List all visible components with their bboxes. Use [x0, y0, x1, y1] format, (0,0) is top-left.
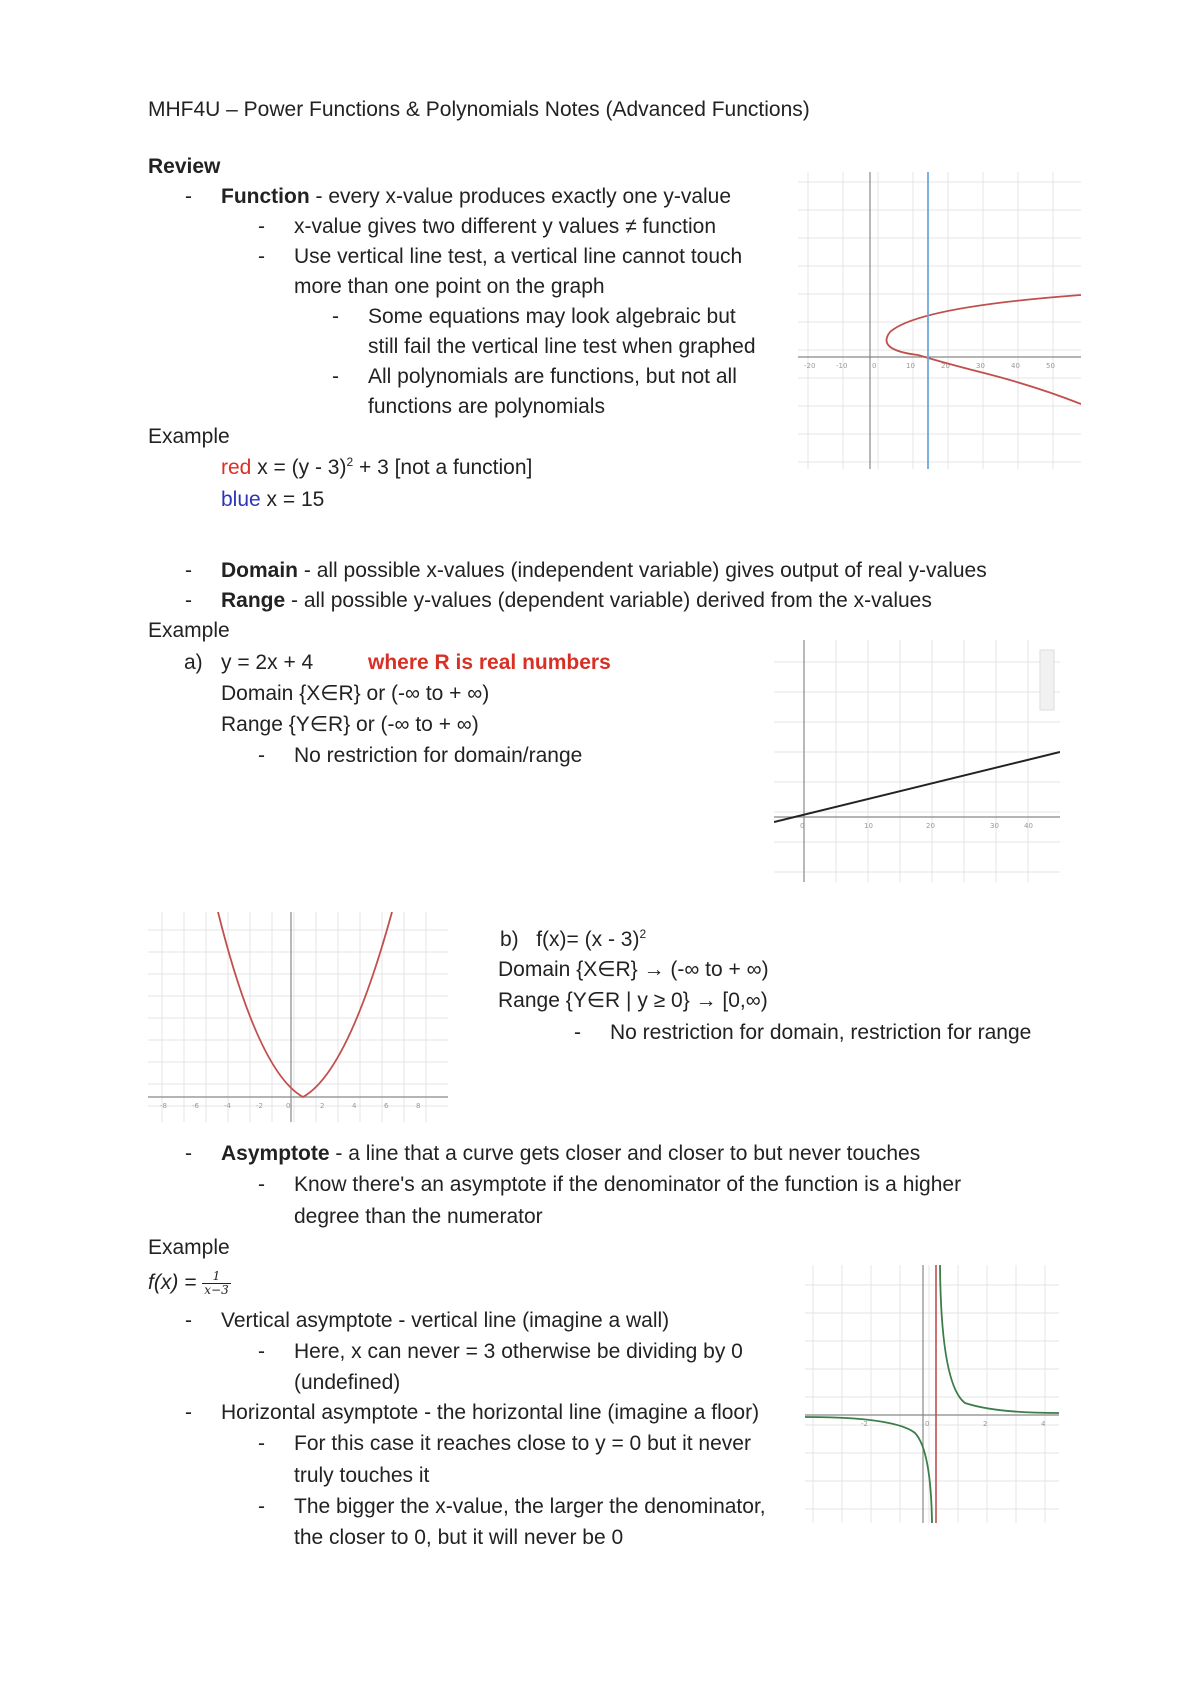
graph4-tick: 4 — [1041, 1420, 1046, 1428]
horizontal-sub1-line1: - For this case it reaches close to y = 0 but it never — [294, 1429, 751, 1459]
example-a-equation: y = 2x + 4 — [221, 651, 314, 674]
graph-linear — [774, 640, 1060, 882]
horizontal-sub2-line1: - The bigger the x-value, the larger the denominator, — [294, 1492, 766, 1522]
graph2-tick: 10 — [864, 822, 873, 830]
example-b-range: Range {Y∈R | y ≥ 0} → [0,∞) — [498, 989, 768, 1012]
function-definition: every x-value produces exactly one y-value — [328, 185, 732, 208]
asymptote-definition: a line that a curve gets closer and closer to but never touches — [348, 1142, 921, 1165]
example-b-eq-a: f(x)= (x - 3) — [536, 928, 640, 951]
graph1-tick: 10 — [906, 362, 915, 370]
red-label: red — [221, 456, 252, 479]
example-b-sub: - No restriction for domain, restriction for range — [610, 1018, 1031, 1048]
asymptote-sub-line2: degree than the numerator — [294, 1205, 543, 1228]
graph2-tick: 40 — [1024, 822, 1033, 830]
asymptote-example-label: Example — [148, 1236, 230, 1259]
graph2-tick: 30 — [990, 822, 999, 830]
example-a-domain: Domain {X∈R} or (-∞ to + ∞) — [221, 682, 490, 705]
vertical-asymptote: - Vertical asymptote - vertical line (imagine a wall) — [221, 1306, 669, 1336]
graph1-ticks — [804, 362, 1055, 370]
example-a-label: a) — [184, 651, 203, 674]
function-term: Function — [221, 185, 310, 208]
domain-example-label: Example — [148, 619, 230, 642]
graph-sideways-parabola — [798, 172, 1081, 469]
fraction-denominator: x−3 — [204, 1282, 229, 1297]
graph4-ticks — [861, 1420, 1046, 1428]
graph3-tick: -6 — [192, 1102, 199, 1110]
graph3-tick: -8 — [160, 1102, 167, 1110]
horizontal-sub2-line2: the closer to 0, but it will never be 0 — [294, 1526, 624, 1549]
function-subsub-2-line2: functions are polynomials — [368, 395, 605, 418]
example-a-sub: - No restriction for domain/range — [294, 741, 582, 771]
graph1-tick: 30 — [976, 362, 985, 370]
asymptote-function — [148, 1268, 231, 1298]
domain-definition: all possible x-values (independent variable) gives output of real y-values — [316, 559, 987, 582]
asymptote-term: Asymptote — [221, 1142, 330, 1165]
graph4-tick: 0 — [925, 1420, 930, 1428]
red-eq-b: + 3 [not a function] — [353, 456, 533, 479]
example-b-label: b) — [500, 928, 519, 951]
function-sub-2-line1: - Use vertical line test, a vertical line cannot touch — [294, 242, 742, 272]
graph4-tick: 2 — [983, 1420, 988, 1428]
graph2-ticks — [800, 822, 1033, 830]
vertical-sub-line1: - Here, x can never = 3 otherwise be dividing by 0 — [294, 1337, 743, 1367]
graph4-grid — [805, 1265, 1059, 1523]
graph3-tick: 4 — [352, 1102, 357, 1110]
graph3-tick: -2 — [256, 1102, 263, 1110]
example-a-range: Range {Y∈R} or (-∞ to + ∞) — [221, 713, 479, 736]
domain-bullet: - Domain - all possible x-values (independent variable) gives output of real y-values — [221, 556, 987, 586]
graph-parabola — [148, 912, 448, 1122]
red-eq-exponent: 2 — [346, 455, 354, 469]
graph1-tick: 20 — [941, 362, 950, 370]
range-definition: all possible y-values (dependent variable) derived from the x-values — [303, 589, 932, 612]
red-eq-a: x = (y - 3) — [257, 456, 347, 479]
range-term: Range — [221, 589, 286, 612]
function-sub-1: - x-value gives two different y values ≠ function — [294, 212, 716, 242]
graph1-tick: -20 — [804, 362, 816, 370]
graph2-tick: 0 — [800, 822, 805, 830]
review-heading: Review — [148, 155, 221, 178]
domain-term: Domain — [221, 559, 299, 582]
page-title: MHF4U – Power Functions & Polynomials Notes (Advanced Functions) — [148, 98, 810, 121]
graph1-grid — [798, 172, 1081, 469]
red-example — [221, 453, 532, 483]
graph1-tick: -10 — [836, 362, 848, 370]
fraction — [202, 1270, 230, 1297]
fx-label: f(x) = — [148, 1271, 203, 1294]
example-a-note: where R is real numbers — [368, 651, 611, 674]
graph3-grid — [148, 912, 448, 1122]
vertical-sub-line2: (undefined) — [294, 1371, 401, 1394]
example-b-domain: Domain {X∈R} → (-∞ to + ∞) — [498, 958, 769, 981]
blue-example — [221, 485, 324, 515]
graph-hyperbola — [805, 1265, 1059, 1523]
horizontal-asymptote: - Horizontal asymptote - the horizontal line (imagine a floor) — [221, 1398, 759, 1428]
graph1-tick: 40 — [1011, 362, 1020, 370]
graph3-tick: 8 — [416, 1102, 421, 1110]
graph3-tick: 2 — [320, 1102, 325, 1110]
graph2-zoom-controls[interactable] — [1040, 650, 1054, 710]
function-sub-2-line2: more than one point on the graph — [294, 275, 605, 298]
graph1-tick: 50 — [1046, 362, 1055, 370]
graph1-tick: 0 — [872, 362, 877, 370]
graph2-grid — [774, 640, 1060, 882]
function-subsub-1-line1: - Some equations may look algebraic but — [368, 302, 736, 332]
graph3-red-curve — [218, 912, 392, 1097]
graph3-tick: 6 — [384, 1102, 389, 1110]
graph3-tick: -4 — [224, 1102, 231, 1110]
range-bullet: - Range - all possible y-values (dependent variable) derived from the x-values — [221, 586, 932, 616]
example-b-eq-exponent: 2 — [639, 927, 647, 941]
horizontal-sub1-line2: truly touches it — [294, 1464, 430, 1487]
blue-eq: x = 15 — [266, 488, 325, 511]
asymptote-bullet: - Asymptote - a line that a curve gets closer and closer to but never touches — [221, 1139, 920, 1169]
graph2-tick: 20 — [926, 822, 935, 830]
graph4-tick: -2 — [861, 1420, 868, 1428]
review-example-label: Example — [148, 425, 230, 448]
blue-label: blue — [221, 488, 261, 511]
example-b — [500, 925, 646, 955]
graph3-tick: 0 — [286, 1102, 291, 1110]
function-subsub-2-line1: - All polynomials are functions, but not all — [368, 362, 737, 392]
function-bullet: - Function - every x-value produces exactly one y-value — [221, 182, 731, 212]
function-subsub-1-line2: still fail the vertical line test when graphed — [368, 335, 756, 358]
graph4-left-branch — [805, 1417, 932, 1523]
asymptote-sub-line1: - Know there's an asymptote if the denominator of the function is a higher — [294, 1170, 961, 1200]
fraction-numerator: 1 — [202, 1270, 230, 1284]
